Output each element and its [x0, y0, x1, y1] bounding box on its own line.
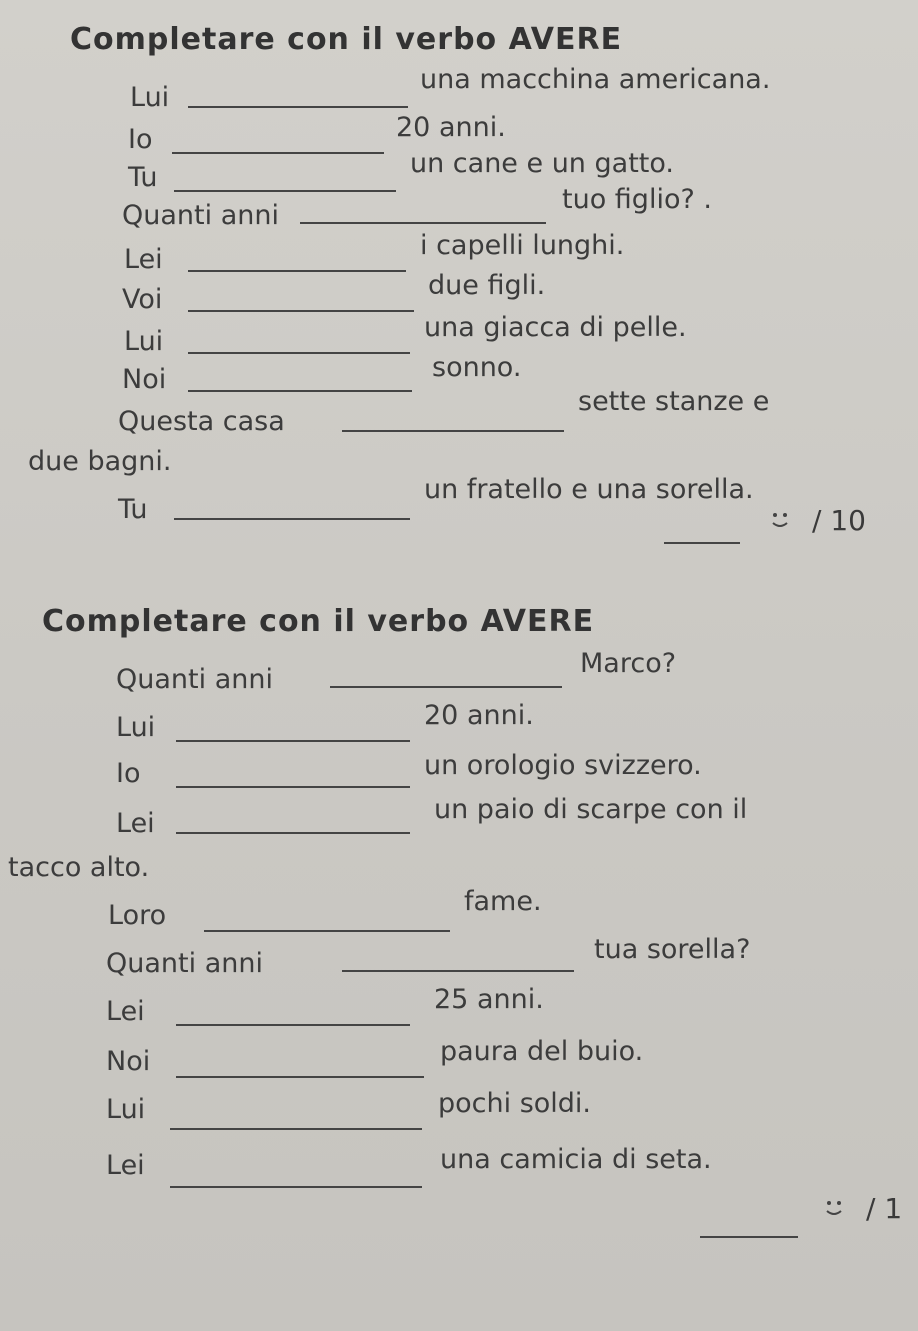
ex1-answer-blank-5[interactable] [188, 270, 406, 272]
ex2-rest-1: Marco? [580, 648, 677, 679]
ex1-rest-2: 20 anni. [396, 112, 506, 143]
ex1-rest-10: un fratello e una sorella. [424, 474, 754, 505]
ex1-rest-5: i capelli lunghi. [420, 230, 625, 261]
ex2-subject-7: Lei [106, 996, 145, 1027]
ex2-rest-3: un orologio svizzero. [424, 750, 702, 781]
ex1-continuation: due bagni. [28, 446, 172, 477]
ex1-subject-1: Lui [130, 82, 170, 113]
ex1-rest-6: due figli. [428, 270, 546, 301]
ex1-subject-10: Tu [118, 494, 148, 525]
ex2-rest-7: 25 anni. [434, 984, 544, 1015]
ex2-subject-5: Loro [108, 900, 167, 931]
ex2-rest-9: pochi soldi. [438, 1088, 592, 1119]
ex1-rest-3: un cane e un gatto. [410, 148, 674, 179]
ex2-rest-2: 20 anni. [424, 700, 534, 731]
ex1-rest-4: tuo figlio? . [562, 184, 712, 215]
ex2-subject-8: Noi [106, 1046, 151, 1077]
ex1-subject-8: Noi [122, 364, 167, 395]
ex2-subject-10: Lei [106, 1150, 145, 1181]
ex2-subject-3: Io [116, 758, 141, 789]
ex1-answer-blank-8[interactable] [188, 390, 412, 392]
exercise-2-title: Completare con il verbo AVERE [42, 604, 595, 639]
ex2-subject-9: Lui [106, 1094, 146, 1125]
ex1-rest-7: una giacca di pelle. [424, 312, 687, 343]
ex2-rest-8: paura del buio. [440, 1036, 644, 1067]
ex2-answer-blank-6[interactable] [342, 970, 574, 972]
ex1-subject-7: Lui [124, 326, 164, 357]
ex1-answer-blank-3[interactable] [174, 190, 396, 192]
ex2-answer-blank-4[interactable] [176, 832, 410, 834]
ex1-rest-1: una macchina americana. [420, 64, 771, 95]
smiley-icon [768, 508, 792, 538]
ex1-subject-4: Quanti anni [122, 200, 279, 231]
ex2-subject-1: Quanti anni [116, 664, 273, 695]
ex2-score-total: / 1 [866, 1192, 903, 1225]
ex2-score-blank[interactable] [700, 1236, 798, 1238]
ex1-answer-blank-2[interactable] [172, 152, 384, 154]
ex1-subject-2: Io [128, 124, 153, 155]
ex2-subject-4: Lei [116, 808, 155, 839]
ex2-answer-blank-9[interactable] [170, 1128, 422, 1130]
ex2-answer-blank-2[interactable] [176, 740, 410, 742]
ex2-rest-6: tua sorella? [594, 934, 751, 965]
ex2-answer-blank-5[interactable] [204, 930, 450, 932]
ex1-answer-blank-7[interactable] [188, 352, 410, 354]
ex1-subject-5: Lei [124, 244, 163, 275]
ex2-answer-blank-3[interactable] [176, 786, 410, 788]
ex1-rest-8: sonno. [432, 352, 522, 383]
ex2-answer-blank-10[interactable] [170, 1186, 422, 1188]
ex1-answer-blank-10[interactable] [174, 518, 410, 520]
ex1-answer-blank-9[interactable] [342, 430, 564, 432]
ex1-score-total: / 10 [812, 504, 866, 537]
ex2-continuation: tacco alto. [8, 852, 150, 883]
ex2-answer-blank-7[interactable] [176, 1024, 410, 1026]
ex1-subject-6: Voi [122, 284, 163, 315]
ex2-answer-blank-8[interactable] [176, 1076, 424, 1078]
ex1-answer-blank-4[interactable] [300, 222, 546, 224]
ex2-subject-6: Quanti anni [106, 948, 263, 979]
ex2-subject-2: Lui [116, 712, 156, 743]
ex1-subject-3: Tu [128, 162, 158, 193]
ex2-rest-10: una camicia di seta. [440, 1144, 712, 1175]
ex2-rest-5: fame. [464, 886, 542, 917]
ex1-answer-blank-6[interactable] [188, 310, 414, 312]
ex1-answer-blank-1[interactable] [188, 106, 408, 108]
ex1-subject-9: Questa casa [118, 406, 285, 437]
ex2-answer-blank-1[interactable] [330, 686, 562, 688]
smiley-icon [822, 1196, 846, 1226]
exercise-1-title: Completare con il verbo AVERE [70, 22, 623, 57]
ex1-rest-9: sette stanze e [578, 386, 770, 417]
ex1-score-blank[interactable] [664, 542, 740, 544]
ex2-rest-4: un paio di scarpe con il [434, 794, 748, 825]
